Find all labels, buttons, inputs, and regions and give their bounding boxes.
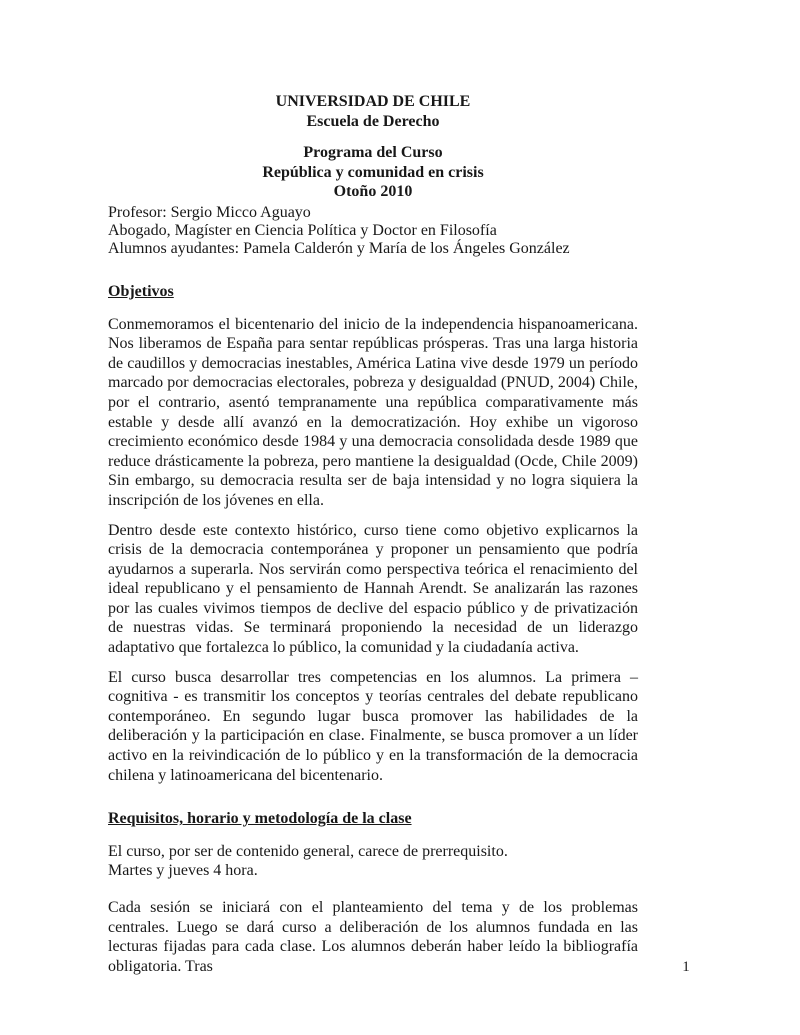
course-meta [108,204,638,258]
section-heading-objetivos: Objetivos [108,282,174,300]
requisitos-line-1: El curso, por ser de contenido general, carece de prerrequisito. [108,842,508,860]
institution-header [108,92,638,131]
objetivos-paragraph-3: El curso busca desarrollar tres competencias en los alumnos. La primera – cognitiva - es transmitir los conceptos y teorías centrales del debate republicano contemporáneo. En segundo lugar busca promover las habilidades de la deliberación y la participación en clase. Finalmente, se busca promover a un líder activo en la reivindicación de lo público y en la transformación de la democracia chilena y latinoamericana del bicentenario. [108,668,638,784]
section-heading-requisitos: Requisitos, horario y metodología de la clase [108,810,412,828]
objetivos-paragraph-1: Conmemoramos el bicentenario del inicio de la independencia hispanoamericana. Nos liberamos de España para sentar repúblicas prósperas. Tras una larga historia de caudillos y democracias inestables, América Latina vive desde 1979 un período marcado por democracias electorales, pobreza y desigualdad (PNUD, 2004) Chile, por el contrario, asentó tempranamente una república comparativamente más estable y desde allí avanzó en la democratización. Hoy exhibe un vigoroso crecimiento económico desde 1984 y una democracia consolidada desde 1989 que reduce drásticamente la pobreza, pero mantiene la desigualdad (Ocde, Chile 2009) Sin embargo, su democracia resulta ser de baja intensidad y no logra siquiera la inscripción de los jóvenes en ella. [108,315,638,509]
course-title: República y comunidad en crisis [262,163,484,181]
school-name: Escuela de Derecho [306,112,440,130]
objetivos-paragraph-2: Dentro desde este contexto histórico, curso tiene como objetivo explicarnos la crisis de la democracia contemporánea y proponer un pensamiento que podría ayudarnos a superarla. Nos servirán como perspectiva teórica el renacimiento del ideal republicano y el pensamiento de Hannah Arendt. Se analizarán las razones por las cuales vivimos tiempos de declive del espacio público y de privatización de nuestras vidas. Se terminará proponiendo la necesidad de un liderazgo adaptativo que fortalezca lo público, la comunidad y la ciudadanía activa. [108,521,638,657]
course-term: Otoño 2010 [333,183,413,201]
assistants-line: Alumnos ayudantes: Pamela Calderón y María de los Ángeles González [108,239,570,257]
credentials-line: Abogado, Magíster en Ciencia Política y Doctor en Filosofía [108,221,497,239]
requisitos-paragraph: Cada sesión se iniciará con el planteamiento del tema y de los problemas centrales. Luego se dará curso a deliberación de los alumnos fundada en las lecturas fijadas para cada clase. Los alumnos deberán haber leído la bibliografía obligatoria. Tras [108,899,638,975]
institution-name: UNIVERSIDAD DE CHILE [275,93,471,110]
program-label: Programa del Curso [303,144,443,162]
requisitos-line-2: Martes y jueves 4 hora. [108,862,258,880]
course-header [108,143,638,202]
page-number: 1 [682,959,690,975]
professor-line: Profesor: Sergio Micco Aguayo [108,203,311,221]
document-content [108,92,638,986]
